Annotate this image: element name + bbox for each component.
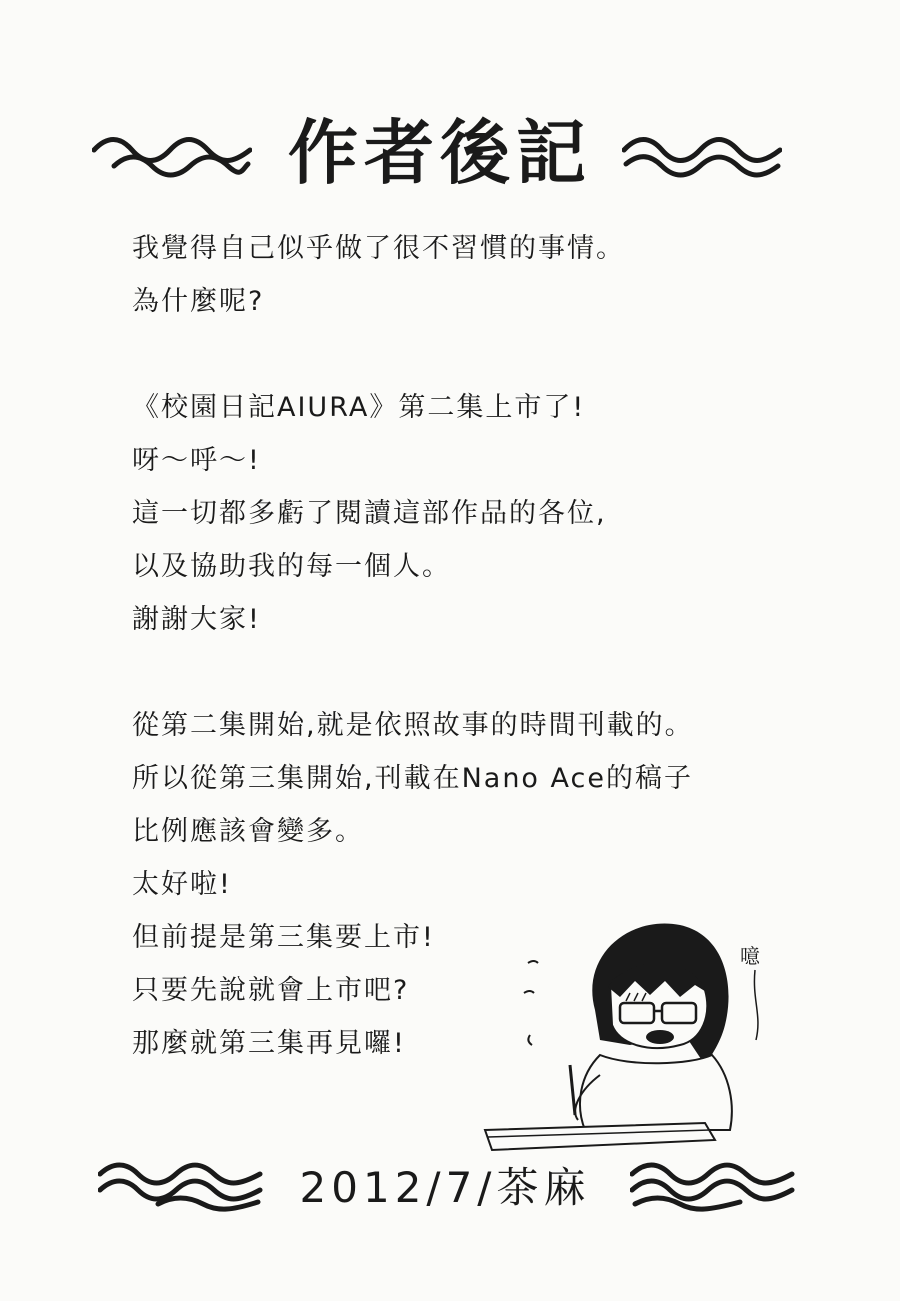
text-line: 為什麼呢? (132, 286, 265, 317)
text-line: 那麼就第三集再見囉! (132, 1028, 406, 1059)
blank-line (132, 328, 812, 381)
text-line: 但前提是第三集要上市! (132, 922, 435, 953)
wave-ornament-top-left (92, 128, 252, 180)
text-line: 呀～呼～! (132, 445, 261, 476)
wave-ornament-top-right (622, 128, 782, 180)
text-line: 從第二集開始,就是依照故事的時間刊載的。 (132, 710, 694, 741)
wave-ornament-bottom-left (98, 1160, 263, 1212)
text-line: 謝謝大家! (132, 604, 261, 635)
wave-ornament-bottom-right (630, 1160, 795, 1212)
text-line: 我覺得自己似乎做了很不習慣的事情。 (132, 233, 625, 264)
signoff-date-author: 2012/7/茶麻 (299, 1163, 591, 1212)
page-title: 作者後記 (288, 112, 592, 194)
text-line: 比例應該會變多。 (132, 816, 364, 847)
text-line: 所以從第三集開始,刊載在Nano Ace的稿子 (132, 763, 693, 794)
text-line: 這一切都多虧了閱讀這部作品的各位, (132, 498, 607, 529)
text-line: 只要先說就會上市吧? (132, 975, 410, 1006)
text-line: 《校園日記AIURA》第二集上市了! (132, 392, 586, 423)
author-drawing-illustration (480, 915, 780, 1165)
sound-effect-text: 噫 (740, 944, 760, 968)
text-line: 太好啦! (132, 869, 232, 900)
blank-line (132, 646, 812, 699)
text-line: 以及協助我的每一個人。 (132, 551, 451, 582)
